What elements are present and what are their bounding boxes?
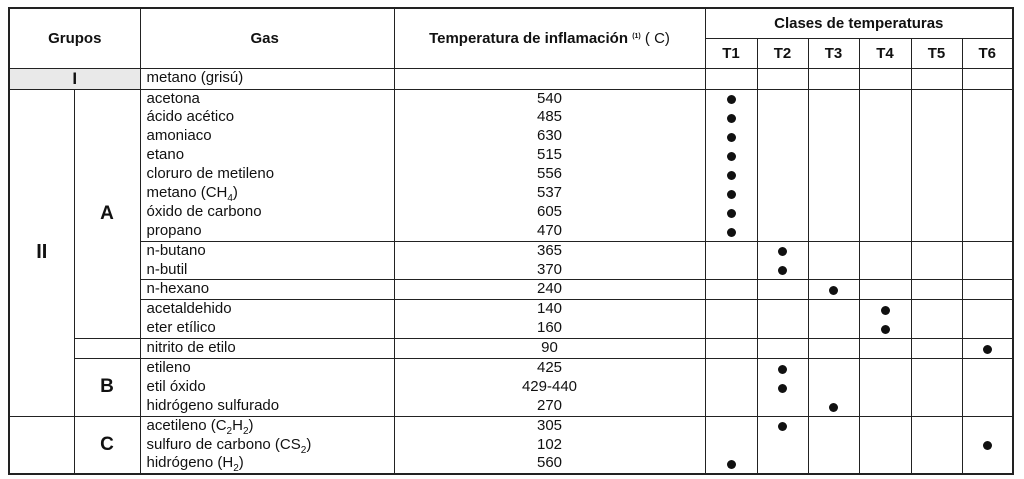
- gas-name: etil óxido: [146, 377, 206, 395]
- gas-name-cell: [140, 358, 394, 416]
- gas-name-text: ): [248, 416, 254, 434]
- gas-name-cell: [140, 416, 394, 474]
- temperature-value: 485: [536, 108, 563, 126]
- temperature-value: 515: [536, 146, 563, 164]
- gas-name-cell: [140, 280, 394, 300]
- temperature-cell: [394, 241, 705, 280]
- temperature-value: 370: [536, 260, 563, 278]
- subgroup-a-label: A: [74, 89, 140, 339]
- gas-name: nitrito de etilo: [146, 339, 236, 357]
- temperature-cell: [394, 280, 705, 300]
- gas-name: n-hexano: [146, 280, 210, 298]
- gas-name-text: ): [306, 435, 312, 453]
- gas-name: [147, 417, 394, 436]
- temperature-value: 540: [536, 89, 563, 107]
- class-marker-dot: [778, 247, 787, 256]
- class-marker-dot: [727, 228, 736, 237]
- temperature-value: 305: [536, 416, 563, 434]
- temperature-value: 102: [536, 435, 563, 453]
- temperature-cell: [394, 339, 705, 359]
- temperature-value: 537: [536, 183, 563, 201]
- subscript: 2: [226, 425, 233, 437]
- class-t3-cell: [808, 358, 859, 416]
- temperature-value: 556: [536, 165, 563, 183]
- gas-name-cell: [140, 89, 394, 241]
- class-t6-cell: [962, 339, 1013, 359]
- class-marker-dot: [829, 286, 838, 295]
- gas-name-text: acetileno (C: [146, 416, 227, 434]
- gas-name: n-butil: [146, 260, 188, 278]
- header-t5: T5: [911, 38, 962, 68]
- header-classes: Clases de temperaturas: [705, 8, 1013, 38]
- header-gas: [140, 8, 394, 68]
- class-t2-cell: [757, 241, 808, 280]
- subscript: 2: [242, 425, 249, 437]
- class-marker-dot: [727, 95, 736, 104]
- temperature-value: 470: [536, 221, 563, 239]
- group-i-gas: metano (grisú): [140, 68, 394, 89]
- gas-name: cloruro de metileno: [146, 165, 275, 183]
- temperature-cell: [394, 89, 705, 241]
- class-t1-cell: [705, 416, 757, 474]
- class-marker-dot: [829, 403, 838, 412]
- header-t1: T1: [705, 38, 757, 68]
- temperature-value: 560: [536, 454, 563, 472]
- gas-name-text: sulfuro de carbono (CS: [146, 435, 301, 453]
- header-groups: Grupos: [9, 8, 140, 68]
- class-marker-dot: [727, 171, 736, 180]
- temperature-cell: [394, 358, 705, 416]
- gas-name: eter etílico: [146, 319, 216, 337]
- temperature-cell: [394, 300, 705, 339]
- class-t2-cell: [757, 358, 808, 416]
- header-gas-label: Gas: [250, 29, 279, 47]
- header-t3: T3: [808, 38, 859, 68]
- class-marker-dot: [881, 325, 890, 334]
- class-t3-cell: [808, 280, 859, 300]
- class-marker-dot: [727, 152, 736, 161]
- class-t2-cell: [757, 416, 808, 474]
- gas-name-text: ): [238, 454, 244, 472]
- header-t2: T2: [757, 38, 808, 68]
- header-temperature: [394, 8, 705, 68]
- class-marker-dot: [881, 306, 890, 315]
- subgroup-b-label: B: [74, 358, 140, 416]
- subgroup-c-label: C: [74, 416, 140, 474]
- group-ii-label: II: [9, 89, 74, 416]
- temperature-value: 425: [536, 358, 563, 376]
- header-temperature-note: (1): [632, 32, 641, 40]
- temperature-value: 140: [536, 300, 563, 318]
- class-t1-cell: [705, 89, 757, 241]
- gas-name-cell: [140, 300, 394, 339]
- subscript: 2: [233, 463, 239, 475]
- gas-name: n-butano: [146, 241, 206, 259]
- subgroup-a-continuation: [74, 339, 140, 359]
- class-marker-dot: [778, 266, 787, 275]
- temperature-value: 160: [536, 319, 563, 337]
- class-marker-dot: [727, 460, 736, 469]
- class-marker-dot: [727, 133, 736, 142]
- gas-temperature-class-table: [8, 7, 1014, 475]
- class-marker-dot: [727, 209, 736, 218]
- gas-name-text: H: [232, 416, 243, 434]
- gas-name: etileno: [146, 358, 191, 376]
- gas-name: óxido de carbono: [146, 202, 262, 220]
- temperature-value: 90: [541, 339, 558, 357]
- class-t6-cell: [962, 416, 1013, 474]
- class-marker-dot: [983, 345, 992, 354]
- gas-name-cell: [140, 241, 394, 280]
- gas-name: hidrógeno sulfurado: [146, 396, 280, 414]
- gas-name: [147, 454, 394, 473]
- gas-name: ácido acético: [146, 108, 235, 126]
- temperature-value: 365: [536, 241, 563, 259]
- temperature-value: 240: [536, 280, 563, 298]
- gas-name: acetaldehido: [146, 300, 232, 318]
- subscript: 4: [227, 192, 233, 204]
- class-t4-cell: [859, 300, 911, 339]
- gas-name: [147, 436, 394, 455]
- gas-name: etano: [146, 146, 185, 164]
- subscript: 2: [300, 444, 307, 456]
- temperature-value: 605: [536, 202, 563, 220]
- gas-name-text: hidrógeno (H: [146, 454, 234, 472]
- class-marker-dot: [983, 441, 992, 450]
- gas-name-text: metano (CH: [146, 183, 228, 201]
- header-t4: T4: [859, 38, 911, 68]
- class-marker-dot: [727, 114, 736, 123]
- gas-name: acetona: [146, 89, 200, 107]
- header-temperature-unit: ( C): [644, 29, 670, 47]
- gas-name: propano: [146, 221, 202, 239]
- header-t6: T6: [962, 38, 1013, 68]
- gas-name: amoniaco: [146, 127, 212, 145]
- group-i-label: I: [9, 68, 140, 89]
- class-marker-dot: [727, 190, 736, 199]
- class-marker-dot: [778, 365, 787, 374]
- temperature-cell: [394, 416, 705, 474]
- gas-name-cell: [140, 339, 394, 359]
- class-marker-dot: [778, 384, 787, 393]
- temperature-value: 270: [536, 396, 563, 414]
- gas-name-text: ): [232, 183, 238, 201]
- temperature-value: 630: [536, 127, 563, 145]
- header-temperature-label: Temperatura de inflamación: [429, 29, 629, 47]
- gas-name: [147, 184, 394, 203]
- class-marker-dot: [778, 422, 787, 431]
- temperature-value: 429-440: [521, 377, 578, 395]
